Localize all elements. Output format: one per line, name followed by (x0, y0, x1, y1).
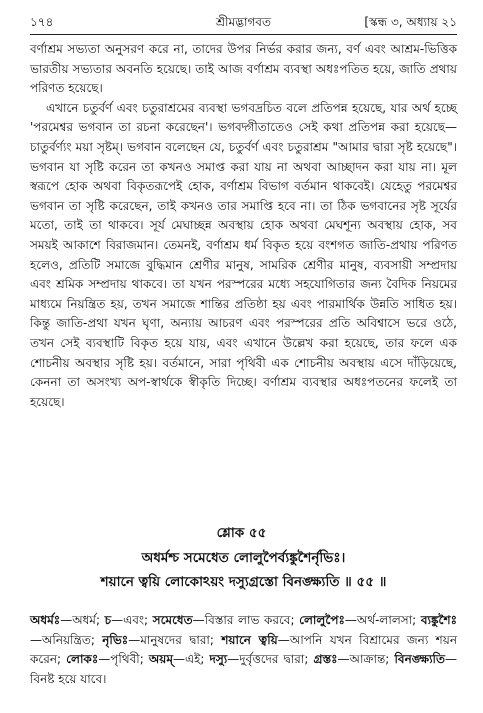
purport-text (30, 40, 457, 412)
header-rule (30, 34, 457, 35)
word-meanings (30, 611, 457, 689)
synonym-meaning: —অধর্ম; (60, 613, 105, 627)
synonym-word: লোকঃ (66, 652, 99, 667)
page-header (30, 12, 457, 32)
synonym-word: লোলুপৈঃ (299, 613, 345, 627)
page-number: ১৭৪ (30, 15, 54, 29)
synonym-meaning: —আপনি যখন বিশ্রামের জন্য শয়ন করেন; (30, 632, 457, 667)
synonym-word: নৃভিঃ (102, 632, 129, 647)
synonym-meaning: —বিনষ্ট হয়ে যাবে। (30, 652, 457, 686)
synonym-word: সমেধেত (152, 613, 193, 627)
verse-heading: শ্লোক ৫৫ (216, 525, 267, 541)
synonym-meaning: —দুর্বৃত্তদের দ্বারা; (227, 652, 314, 667)
synonym-meaning: —বিস্তার লাভ করবে; (192, 613, 300, 627)
purport-paragraph-1: বর্ণাশ্রম সভ্যতা অনুসরণ করে না, তাদের উপর নির্ভর করার জন্য, বর্ণ এবং আশ্রম-ভিত্তিক ভারতীয় সভ্যতার অবনতি হয়েছে। তাই আজ বর্ণাশ্রম ব্যবস্থা অধঃপতিত হয়ে, জাতি প্রথায় পরিণত হয়েছে। (30, 42, 457, 96)
synonym-word: বিনঙ্ক্ষ্যতি (394, 652, 445, 667)
verse-line-2: শয়ানে ত্বয়ি লোকোঽয়ং দস্যুগ্রস্তো বিনঙ্ক্ষ্যতি ॥ ৫৫ ॥ (100, 574, 387, 590)
synonym-word: চ (104, 613, 112, 627)
chapter-reference: [স্কন্ধ ৩, অধ্যায় ২১ (364, 15, 457, 29)
verse-text (30, 546, 457, 594)
synonym-word: ব্যঙ্কুশৈঃ (420, 613, 458, 627)
synonym-meaning: —পৃথিবী; (98, 652, 149, 667)
synonym-meaning: —অর্থ-লালসা; (344, 613, 421, 627)
synonym-meaning: —মানুষদের দ্বারা; (128, 632, 222, 647)
book-title: শ্রীমদ্ভাগবত (215, 15, 271, 29)
synonym-meaning: —এবং; (111, 613, 153, 627)
synonym-word: অয়ম্ (148, 652, 173, 667)
synonym-meaning: —এই; (172, 652, 210, 667)
purport-paragraph-2: এখানে চতুর্বর্ণ এবং চতুরাশ্রমের ব্যবস্থা ভগবদ্রচিত বলে প্রতিপন্ন হয়েছে, যার অর্থ হচ্ছে 'পরমেশ্বর ভগবান তা রচনা করেছেন'। ভগবদ্গীতাতেও সেই কথা প্রতিপন্ন করা হয়েছে—চাতুর্বর্ণ্যং ময়া সৃষ্টম্। ভগবান বলেছেন যে, চতুর্বর্ণ এবং চতুরাশ্রম "আমার দ্বারা সৃষ্ট হয়েছে"। ভগবান যা সৃষ্টি করেন তা কখনও সমাপ্ত করা যায় না অথবা আচ্ছাদন করা যায় না। মূল স্বরূপে হোক অথবা বিকৃতরূপেই হোক, বর্ণাশ্রম বিভাগ বর্তমান থাকবেই। যেহেতু পরমেশ্বর ভগবান তা সৃষ্টি করেছেন, তাই কখনও তার সমাপ্তি হবে না। তা ঠিক ভগবানের সৃষ্ট সূর্যের মতো, তাই তা থাকবে। সূর্য মেঘাচ্ছন্ন অবস্থায় হোক অথবা মেঘশূন্য অবস্থায় হোক, সব সময়ই আকাশে বিরাজমান। তেমনই, বর্ণাশ্রম ধর্ম বিকৃত হয়ে বংশগত জাতি-প্রথায় পরিণত হলেও, প্রতিটি সমাজে বুদ্ধিমান শ্রেণীর মানুষ, সামরিক শ্রেণীর মানুষ, ব্যবসায়ী সম্প্রদায় এবং শ্রমিক সম্প্রদায় থাকবে। তা যখন পরস্পরের মধ্যে সহযোগিতার জন্য বৈদিক নিয়মের মাধ্যমে নিয়ন্ত্রিত হয়, তখন সমাজে শান্তির প্রতিষ্ঠা হয় এবং পারমার্থিক উন্নতি সাধিত হয়। কিন্তু জাতি-প্রথা যখন ঘৃণা, অন্যায় আচরণ এবং পরস্পরের প্রতি অবিশ্বাসে ভরে ওঠে, তখন সেই ব্যবস্থাটি বিকৃত হয়ে যায়, এবং এখানে উল্লেখ করা হয়েছে, তার ফলে এক শোচনীয় অবস্থার সৃষ্টি হয়। বর্তমানে, সারা পৃথিবী এক শোচনীয় অবস্থায় এসে দাঁড়িয়েছে, কেননা তা অসংখ্য অপ-স্বার্থকে স্বীকৃতি দিচ্ছে। বর্ণাশ্রম ব্যবস্থার অধঃপতনের ফলেই তা হয়েছে। (30, 100, 457, 409)
verse-line-1: অধর্মশ্চ সমেধেত লোলুপৈর্ব্যঙ্কুশৈর্নৃভিঃ। (141, 550, 346, 566)
synonym-word: গ্রস্তঃ (313, 652, 338, 667)
synonym-word: দস্যু (209, 652, 228, 667)
synonym-meaning: —অনিয়ন্ত্রিত; (30, 632, 103, 647)
synonym-word: অধর্মঃ (30, 613, 61, 627)
synonym-meaning: —আক্রান্ত; (337, 652, 395, 667)
synonym-word: শয়ানে ত্বয়ি (221, 632, 278, 647)
